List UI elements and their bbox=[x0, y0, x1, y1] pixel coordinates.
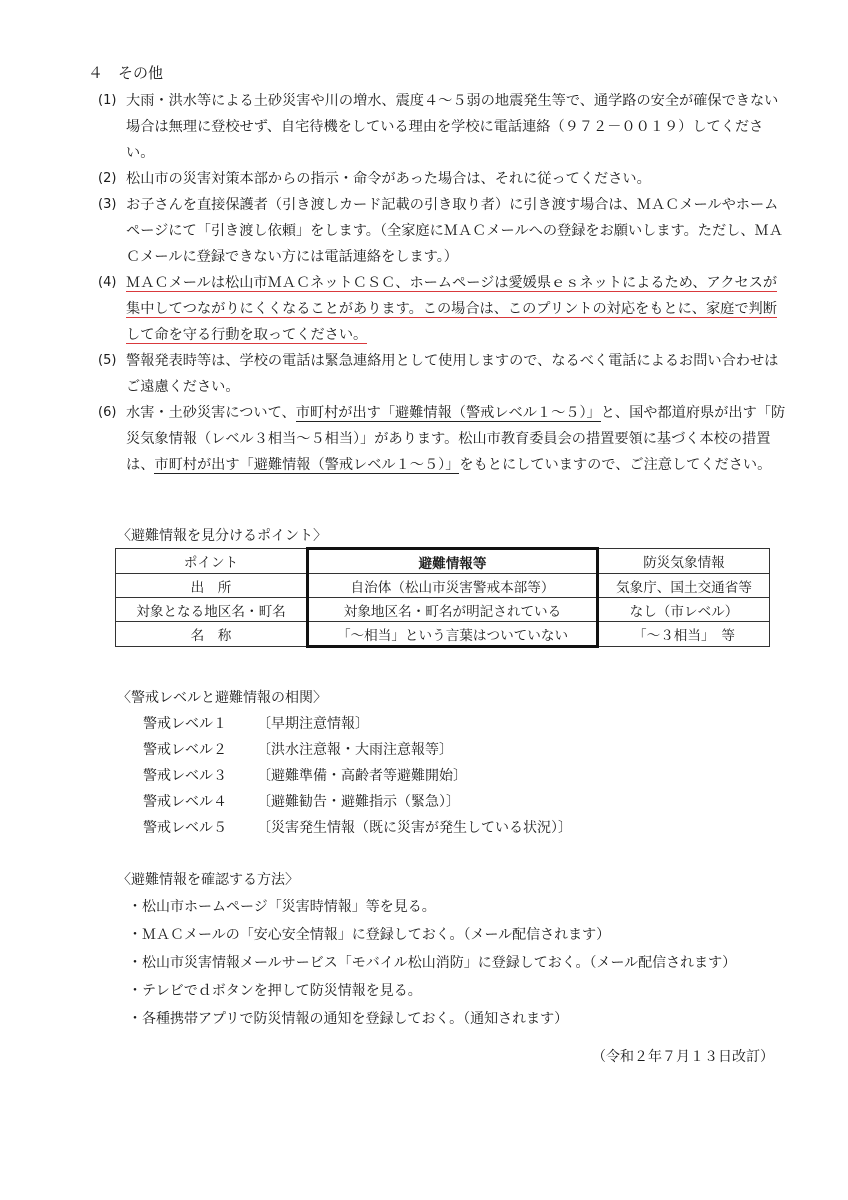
level-name: 警戒レベル５ bbox=[143, 820, 227, 836]
item-text-underlined: 市町村が出す「避難情報（警戒レベル１～５）」 bbox=[295, 405, 601, 421]
list-item bbox=[98, 400, 788, 478]
table-cell: 「～３相当」 等 bbox=[598, 622, 770, 647]
list-item bbox=[98, 88, 788, 166]
list-item bbox=[143, 737, 572, 763]
table-cell: 「～相当」という言葉はついていない bbox=[308, 622, 598, 647]
list-item bbox=[98, 166, 788, 192]
list-item: ・松山市災害情報メールサービス「モバイル松山消防」に登録しておく。（メール配信されます） bbox=[128, 955, 737, 971]
item-number: (2) bbox=[98, 171, 117, 186]
table-cell: 対象となる地区名・町名 bbox=[116, 598, 308, 622]
level-name: 警戒レベル１ bbox=[143, 716, 227, 732]
level-name: 警戒レベル２ bbox=[143, 742, 227, 758]
list-item bbox=[143, 789, 572, 815]
methods-list bbox=[128, 893, 736, 1033]
level-info: 〔早期注意情報〕 bbox=[257, 716, 369, 732]
table-row bbox=[116, 598, 770, 622]
item-text-underlined: ＭＡＣメールは松山市ＭＡＣネットＣＳＣ、ホームページは愛媛県ｅｓネットによるため、アクセスが集中してつながりにくくなることがあります。この場合は、このプリントの対応をもとに、家庭で判断して命を守る行動を取ってください。 bbox=[126, 275, 778, 343]
item-text-part: 警報発表時等は、学校の電話は緊急連絡用として使用しますので、なるべく電話によるお問い合わせはご遠慮ください。 bbox=[126, 353, 779, 395]
table-cell: 自治体（松山市災害警戒本部等） bbox=[308, 574, 598, 598]
revision-date: （令和２年７月１３日改訂） bbox=[592, 1049, 774, 1065]
table-cell: 気象庁、国土交通省等 bbox=[598, 574, 770, 598]
table-header-cell: 防災気象情報 bbox=[598, 549, 770, 574]
list-item bbox=[98, 270, 788, 348]
item-text bbox=[126, 192, 788, 270]
list-item bbox=[98, 192, 788, 270]
item-number: (5) bbox=[98, 353, 117, 368]
item-text-part: お子さんを直接保護者（引き渡しカード記載の引き取り者）に引き渡す場合は、ＭＡＣメールやホームページにて「引き渡し依頼」をします。（全家庭にＭＡＣメールへの登録をお願いします。ただし、ＭＡＣメールに登録できない方には電話連絡をします。） bbox=[126, 197, 783, 265]
table-row bbox=[116, 622, 770, 647]
table-header-row bbox=[116, 549, 770, 574]
item-text-part: をもとにしていますので、ご注意してください。 bbox=[459, 457, 772, 473]
list-item: ・テレビでｄボタンを押して防災情報を見る。 bbox=[128, 983, 422, 999]
list-item bbox=[143, 763, 572, 789]
list-item bbox=[98, 348, 788, 400]
list-item bbox=[143, 711, 572, 737]
table-cell: 出 所 bbox=[116, 574, 308, 598]
list-item: ・松山市ホームページ「災害時情報」等を見る。 bbox=[128, 899, 436, 915]
table-cell: なし（市レベル） bbox=[598, 598, 770, 622]
item-text-underlined: 市町村が出す「避難情報（警戒レベル１～５）」 bbox=[154, 457, 460, 473]
item-text bbox=[126, 400, 788, 478]
levels-caption: 〈警戒レベルと避難情報の相関〉 bbox=[117, 690, 327, 706]
table-cell: 名 称 bbox=[116, 622, 308, 647]
section-title: ４ その他 bbox=[88, 64, 164, 82]
level-info: 〔避難準備・高齢者等避難開始〕 bbox=[257, 768, 467, 784]
notes-list bbox=[98, 88, 788, 478]
item-text bbox=[126, 166, 788, 192]
table-caption: 〈避難情報を見分けるポイント〉 bbox=[117, 528, 327, 544]
item-text bbox=[126, 88, 788, 166]
item-number: (3) bbox=[98, 197, 117, 212]
level-name: 警戒レベル４ bbox=[143, 794, 227, 810]
list-item bbox=[143, 815, 572, 841]
item-number: (6) bbox=[98, 405, 117, 420]
item-number: (4) bbox=[98, 275, 117, 290]
item-text bbox=[126, 270, 788, 348]
level-info: 〔避難勧告・避難指示（緊急）〕 bbox=[257, 794, 460, 810]
item-text-part: 大雨・洪水等による土砂災害や川の増水、震度４～５弱の地震発生等で、通学路の安全が確保できない場合は無理に登校せず、自宅待機をしている理由を学校に電話連絡（９７２－００１９）してください。 bbox=[126, 93, 779, 161]
methods-caption: 〈避難情報を確認する方法〉 bbox=[117, 872, 299, 888]
list-item: ・ＭＡＣメールの「安心安全情報」に登録しておく。（メール配信されます） bbox=[128, 927, 611, 943]
item-text-part: と、国や都道府県が出す「防災気象情報（レベル３相当～５相当）」があります。松山市教育委員会の措置要領に基づく本校の措置は、 bbox=[126, 405, 786, 473]
item-number: (1) bbox=[98, 93, 117, 108]
level-info: 〔災害発生情報（既に災害が発生している状況）〕 bbox=[257, 820, 572, 836]
level-info: 〔洪水注意報・大雨注意報等〕 bbox=[257, 742, 453, 758]
table-header-cell: 避難情報等 bbox=[308, 549, 598, 574]
table-row bbox=[116, 574, 770, 598]
table-header-cell: ポイント bbox=[116, 549, 308, 574]
item-text-part: 水害・土砂災害について、 bbox=[126, 405, 296, 421]
item-text bbox=[126, 348, 788, 400]
comparison-table bbox=[115, 547, 770, 648]
item-text-part: 松山市の災害対策本部からの指示・命令があった場合は、それに従ってください。 bbox=[126, 171, 651, 187]
levels-list bbox=[143, 711, 572, 841]
list-item: ・各種携帯アプリで防災情報の通知を登録しておく。（通知されます） bbox=[128, 1011, 569, 1027]
level-name: 警戒レベル３ bbox=[143, 768, 227, 784]
table-cell: 対象地区名・町名が明記されている bbox=[308, 598, 598, 622]
